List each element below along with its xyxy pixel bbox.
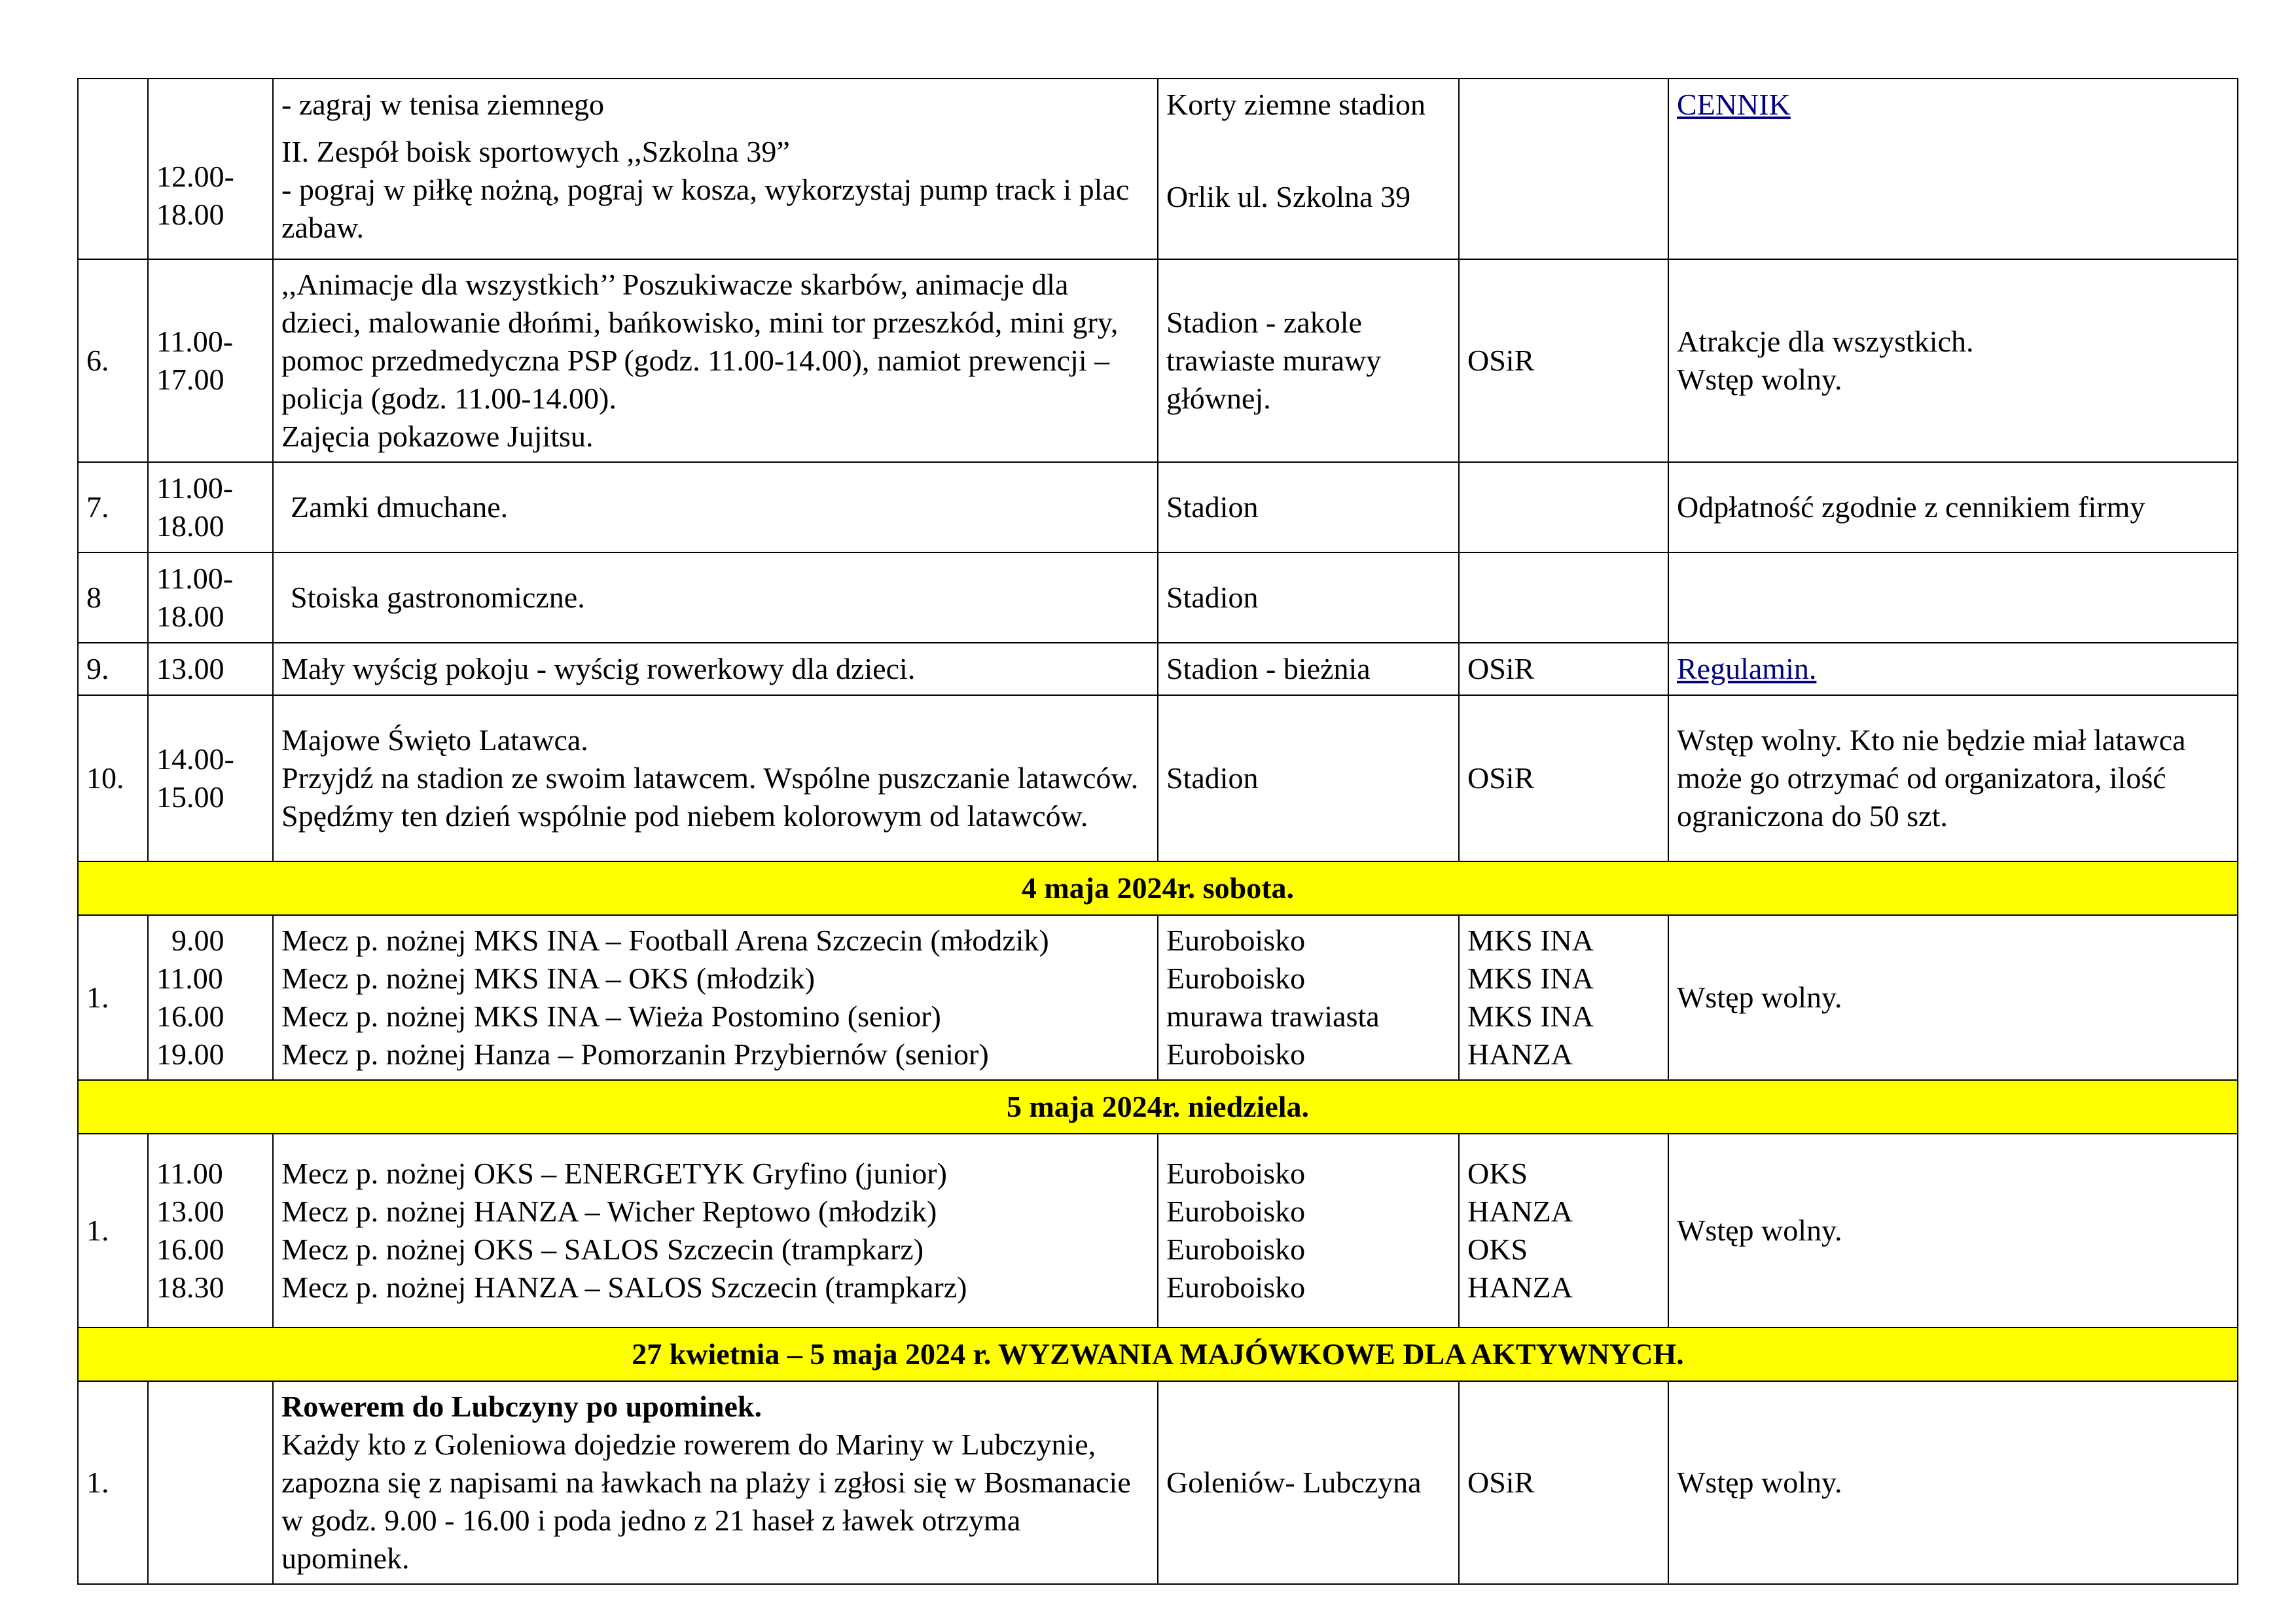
event-description: Mecz p. nożnej OKS – ENERGETYK Gryfino (junior) Mecz p. nożnej HANZA – Wicher Reptowo (młodzik) Mecz p. nożnej OKS – SALOS Szczecin (trampkarz) Mecz p. nożnej HANZA – SALOS Szczecin (trampkarz) [273, 1134, 1158, 1327]
event-info: Wstęp wolny. [1668, 1381, 2238, 1584]
event-info: Atrakcje dla wszystkich. Wstęp wolny. [1668, 259, 2238, 462]
event-organizer: OSiR [1459, 1381, 1668, 1584]
event-description: Mecz p. nożnej MKS INA – Football Arena Szczecin (młodzik) Mecz p. nożnej MKS INA – OKS (młodzik) Mecz p. nożnej MKS INA – Wieża Postomino (senior) Mecz p. nożnej Hanza – Pomorzanin Przybiernów (senior) [273, 915, 1158, 1080]
event-time: 11.00- 18.00 [148, 462, 273, 552]
row-number: 1. [78, 915, 148, 1080]
event-place: Euroboisko Euroboisko Euroboisko Euroboisko [1158, 1134, 1459, 1327]
challenge-header: 27 kwietnia – 5 maja 2024 r. WYZWANIA MAJÓWKOWE DLA AKTYWNYCH. [78, 1327, 2238, 1381]
challenge-title: Rowerem do Lubczyny po upominek. [281, 1390, 762, 1423]
event-place [1158, 79, 1459, 259]
row-number: 1. [78, 1134, 148, 1327]
table-row [78, 695, 2238, 861]
day-header-may-4: 4 maja 2024r. sobota. [78, 861, 2238, 915]
event-time: 11.00- 17.00 [148, 259, 273, 462]
event-organizer: OSiR [1459, 643, 1668, 695]
table-row [78, 1381, 2238, 1584]
table-row [78, 79, 2238, 259]
event-organizer: OSiR [1459, 695, 1668, 861]
row-number [78, 79, 148, 259]
challenge-header-row [78, 1327, 2238, 1381]
event-organizer: OSiR [1459, 259, 1668, 462]
event-time: 11.00 13.00 16.00 18.30 [148, 1134, 273, 1327]
event-place: Stadion - bieżnia [1158, 643, 1459, 695]
place-line: Korty ziemne stadion [1166, 88, 1426, 121]
event-place: Stadion [1158, 462, 1459, 552]
event-place: Stadion [1158, 552, 1459, 643]
event-place: Euroboisko Euroboisko murawa trawiasta Euroboisko [1158, 915, 1459, 1080]
event-info: Wstęp wolny. [1668, 1134, 2238, 1327]
event-organizer: MKS INA MKS INA MKS INA HANZA [1459, 915, 1668, 1080]
table-row [78, 259, 2238, 462]
event-info [1668, 643, 2238, 695]
table-row [78, 462, 2238, 552]
event-organizer [1459, 79, 1668, 259]
table-row [78, 915, 2238, 1080]
event-schedule-table [77, 78, 2238, 1585]
event-description: Stoiska gastronomiczne. [273, 552, 1158, 643]
regulamin-link[interactable]: Regulamin. [1677, 652, 1817, 685]
event-place: Stadion [1158, 695, 1459, 861]
row-number: 7. [78, 462, 148, 552]
event-organizer: OKS HANZA OKS HANZA [1459, 1134, 1668, 1327]
event-time: 11.00- 18.00 [148, 552, 273, 643]
event-time: 12.00- 18.00 [148, 79, 273, 259]
event-place: Goleniów- Lubczyna [1158, 1381, 1459, 1584]
event-organizer [1459, 552, 1668, 643]
row-number: 10. [78, 695, 148, 861]
event-info: Wstęp wolny. Kto nie będzie miał latawca może go otrzymać od organizatora, ilość ograniczona do 50 szt. [1668, 695, 2238, 861]
event-description [273, 1381, 1158, 1584]
description-line: - zagraj w tenisa ziemnego [281, 88, 604, 121]
row-number: 8 [78, 552, 148, 643]
day-header-may-5: 5 maja 2024r. niedziela. [78, 1080, 2238, 1134]
event-description [273, 79, 1158, 259]
row-number: 6. [78, 259, 148, 462]
event-description: ,,Animacje dla wszystkich’’ Poszukiwacze skarbów, animacje dla dzieci, malowanie dłońmi, bańkowisko, mini tor przeszkód, mini gry, pomoc przedmedyczna PSP (godz. 11.00-14.00), namiot prewencji – policja (godz. 11.00-14.00). Zajęcia pokazowe Jujitsu. [273, 259, 1158, 462]
table-row [78, 552, 2238, 643]
table-row [78, 1134, 2238, 1327]
place-line: Orlik ul. Szkolna 39 [1166, 180, 1411, 213]
event-time: 14.00- 15.00 [148, 695, 273, 861]
table-row [78, 643, 2238, 695]
event-organizer [1459, 462, 1668, 552]
event-info: Wstęp wolny. [1668, 915, 2238, 1080]
description-line: II. Zespół boisk sportowych ,,Szkolna 39” - pograj w piłkę nożną, pograj w kosza, wykorzystaj pump track i plac zabaw. [281, 135, 1130, 244]
row-number: 1. [78, 1381, 148, 1584]
event-info: Odpłatność zgodnie z cennikiem firmy [1668, 462, 2238, 552]
challenge-description: Każdy kto z Goleniowa dojedzie rowerem do Mariny w Lubczynie, zapozna się z napisami na ławkach na plaży i zgłosi się w Bosmanacie w godz. 9.00 - 16.00 i poda jedno z 21 haseł z ławek otrzyma upominek. [281, 1428, 1131, 1575]
event-time: 9.00 11.00 16.00 19.00 [148, 915, 273, 1080]
cennik-link[interactable]: CENNIK [1677, 88, 1791, 121]
day-header-row [78, 1080, 2238, 1134]
row-number: 9. [78, 643, 148, 695]
day-header-row [78, 861, 2238, 915]
event-description: Zamki dmuchane. [273, 462, 1158, 552]
event-info [1668, 79, 2238, 259]
event-time: 13.00 [148, 643, 273, 695]
event-info [1668, 552, 2238, 643]
event-description: Mały wyścig pokoju - wyścig rowerkowy dla dzieci. [273, 643, 1158, 695]
event-description: Majowe Święto Latawca. Przyjdź na stadion ze swoim latawcem. Wspólne puszczanie latawców. Spędźmy ten dzień wspólnie pod niebem kolorowym od latawców. [273, 695, 1158, 861]
event-place: Stadion - zakole trawiaste murawy głównej. [1158, 259, 1459, 462]
event-time [148, 1381, 273, 1584]
